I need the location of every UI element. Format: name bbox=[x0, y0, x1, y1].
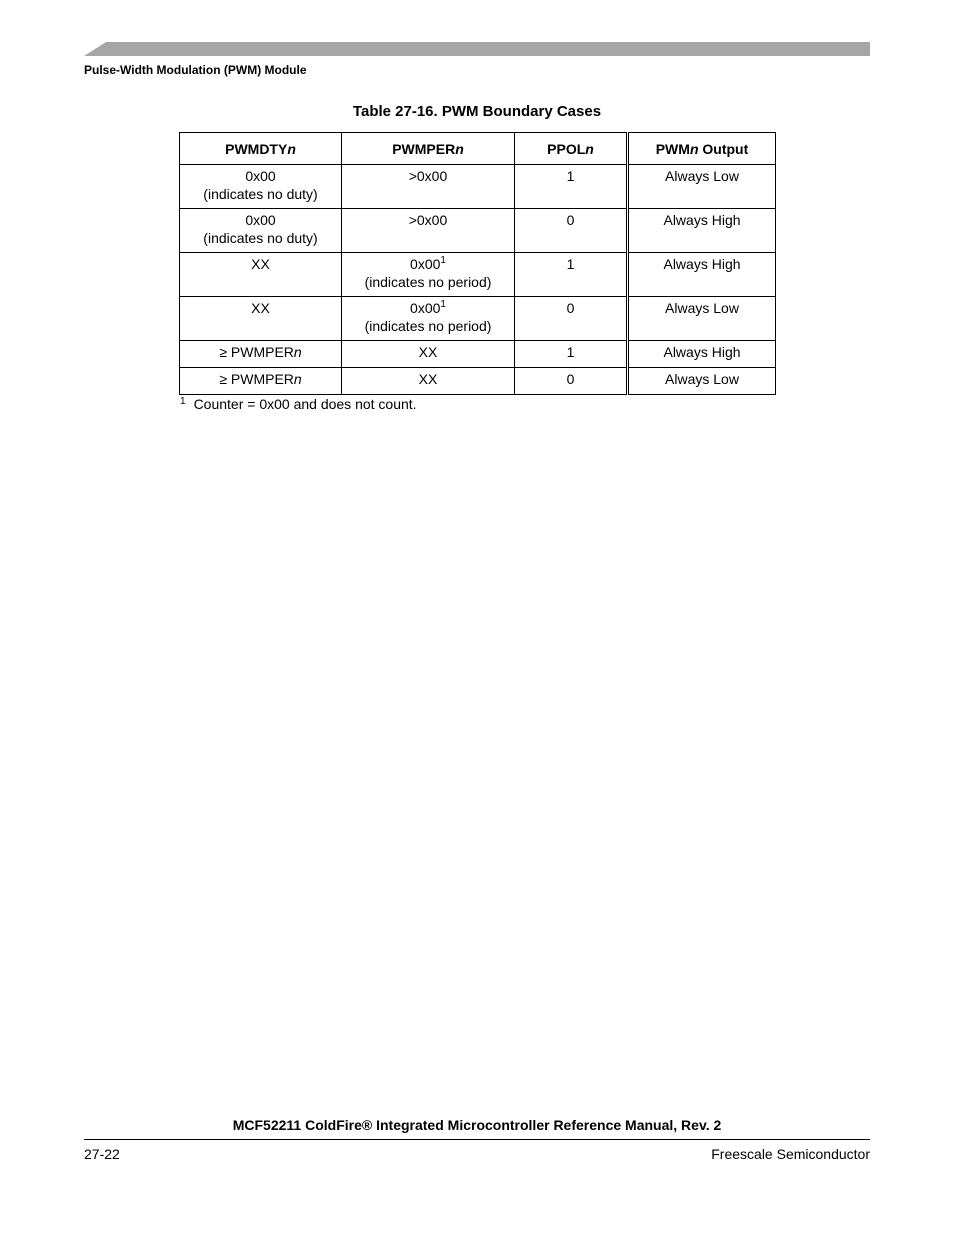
header-pwm-output: PWMn Output bbox=[628, 133, 776, 165]
cell-ppol: 0 bbox=[515, 297, 628, 341]
section-title: Pulse-Width Modulation (PWM) Module bbox=[84, 63, 307, 77]
table-header-row bbox=[180, 133, 776, 165]
table-row bbox=[180, 253, 776, 297]
table-row bbox=[180, 368, 776, 395]
header-bar bbox=[84, 42, 870, 56]
footnote-mark: 1 bbox=[180, 396, 186, 407]
cell-pwmper: >0x00 bbox=[342, 165, 515, 209]
cell-ppol: 0 bbox=[515, 209, 628, 253]
footer-divider bbox=[84, 1139, 870, 1140]
table-row bbox=[180, 297, 776, 341]
cell-output: Always High bbox=[628, 209, 776, 253]
header-bar-shape bbox=[84, 42, 870, 56]
cell-pwmdty: XX bbox=[180, 297, 342, 341]
header-pwmper: PWMPERn bbox=[342, 133, 515, 165]
cell-pwmper: >0x00 bbox=[342, 209, 515, 253]
table-row bbox=[180, 165, 776, 209]
cell-pwmdty: ≥ PWMPERn bbox=[180, 341, 342, 368]
cell-ppol: 1 bbox=[515, 341, 628, 368]
cell-pwmdty: 0x00 (indicates no duty) bbox=[180, 165, 342, 209]
table-footnote bbox=[180, 396, 417, 412]
cell-pwmper: XX bbox=[342, 341, 515, 368]
page-number: 27-22 bbox=[84, 1146, 120, 1162]
footer-manual-title: MCF52211 ColdFire® Integrated Microcontroller Reference Manual, Rev. 2 bbox=[232, 1117, 722, 1133]
cell-pwmdty: XX bbox=[180, 253, 342, 297]
footnote-text: Counter = 0x00 and does not count. bbox=[193, 396, 417, 412]
cell-pwmper: $0x00^1$ (indicates no period) bbox=[342, 297, 515, 341]
cell-ppol: 1 bbox=[515, 165, 628, 209]
table-row bbox=[180, 209, 776, 253]
cell-output: Always High bbox=[628, 253, 776, 297]
cell-output: Always Low bbox=[628, 297, 776, 341]
cell-pwmdty: 0x00 (indicates no duty) bbox=[180, 209, 342, 253]
table-caption: Table 27-16. PWM Boundary Cases bbox=[352, 103, 602, 120]
cell-output: Always Low bbox=[628, 165, 776, 209]
cell-pwmper: $0x00^1$ (indicates no period) bbox=[342, 253, 515, 297]
table-row bbox=[180, 341, 776, 368]
cell-pwmdty: ≥ PWMPERn bbox=[180, 368, 342, 395]
cell-ppol: 0 bbox=[515, 368, 628, 395]
cell-output: Always High bbox=[628, 341, 776, 368]
header-ppol: PPOLn bbox=[515, 133, 628, 165]
cell-output: Always Low bbox=[628, 368, 776, 395]
footnote-ref: 1 bbox=[440, 299, 446, 310]
company-name: Freescale Semiconductor bbox=[711, 1146, 870, 1162]
footnote-ref: 1 bbox=[440, 255, 446, 266]
boundary-cases-table bbox=[179, 132, 776, 395]
cell-pwmper: XX bbox=[342, 368, 515, 395]
header-pwmdty: PWMDTYn bbox=[180, 133, 342, 165]
cell-ppol: 1 bbox=[515, 253, 628, 297]
